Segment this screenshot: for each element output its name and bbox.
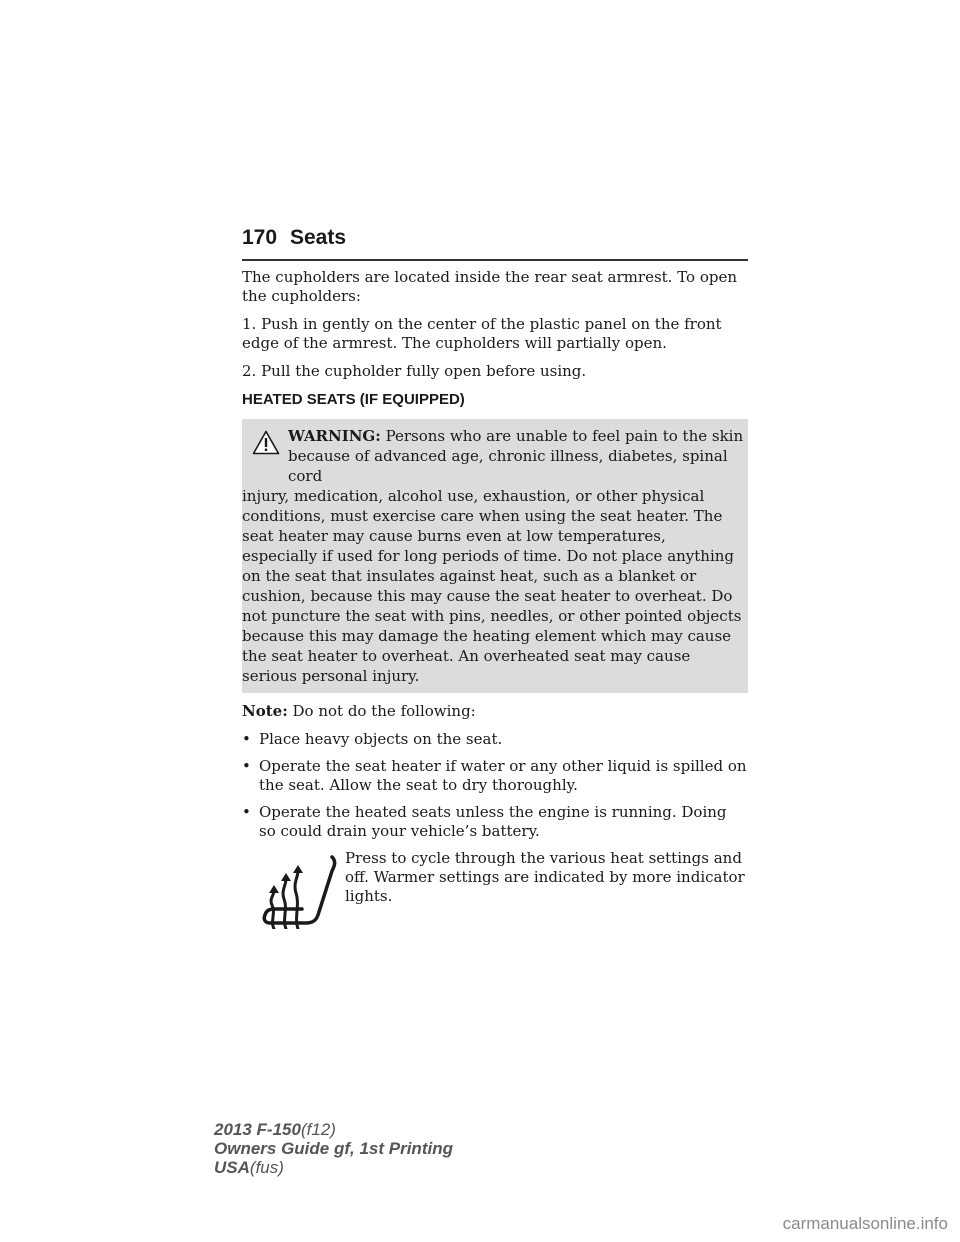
step-2: 2. Pull the cupholder fully open before using.: [242, 362, 587, 380]
page-header: [242, 226, 748, 262]
header-divider: [242, 259, 748, 261]
heated-seat-icon: [252, 851, 338, 929]
warning-line-1: Persons who are unable to feel pain to the skin: [385, 427, 744, 445]
footer-line-1: [214, 1120, 453, 1139]
note-label: Note:: [242, 702, 288, 720]
warning-intro: [242, 426, 744, 486]
list-item-text: Operate the seat heater if water or any other liquid is spilled on the seat. Allow the seat to dry thoroughly.: [259, 757, 747, 794]
footer-region-code: (fus): [249, 1158, 284, 1177]
warning-body: injury, medication, alcohol use, exhaustion, or other physical conditions, must exercise care when using the seat heater. The seat heater may cause burns even at low temperatures, especially if used for long periods of time. Do not place anything on the seat that insulates against heat, such as a blanket or cushion, because this may cause the seat heater to overheat. Do not puncture the seat with pins, needles, or other pointed objects because this may damage the heating element which may cause the seat heater to overheat. An overheated seat may cause serious personal injury.: [242, 487, 742, 685]
footer-line-3: [214, 1158, 453, 1177]
note: [242, 702, 748, 721]
note-text: Do not do the following:: [292, 702, 476, 720]
page-content: [242, 268, 748, 929]
intro-paragraph: The cupholders are located inside the rear seat armrest. To open the cupholders:: [242, 268, 738, 305]
seat-heater-description: Press to cycle through the various heat settings and off. Warmer settings are indicated by more indicator lights.: [345, 849, 745, 905]
watermark: carmanualsonline.info: [782, 1214, 948, 1233]
list-item: [242, 803, 748, 841]
warning-label: WARNING:: [288, 427, 381, 445]
warning-line-2: because of advanced age, chronic illness, diabetes, spinal cord: [288, 447, 728, 485]
page-number: 170: [242, 226, 278, 249]
footer-region: USA: [214, 1158, 250, 1177]
footer-model-code: (f12): [300, 1120, 336, 1139]
footer-model: 2013 F-150: [214, 1120, 301, 1139]
list-item-text: Place heavy objects on the seat.: [259, 730, 503, 748]
step-1: 1. Push in gently on the center of the plastic panel on the front edge of the armrest. The cupholders will partially open.: [242, 315, 722, 352]
list-item-text: Operate the heated seats unless the engine is running. Doing so could drain your vehicle’s battery.: [259, 803, 727, 840]
warning-triangle-icon: [252, 430, 280, 455]
bullet-glyph: •: [242, 803, 251, 821]
list-item: [242, 730, 748, 749]
seat-heater-row: [242, 849, 748, 929]
list-item: [242, 757, 748, 795]
bullet-list: [242, 730, 748, 841]
bullet-glyph: •: [242, 757, 251, 775]
page-footer: [214, 1120, 453, 1177]
section-title: Seats: [290, 226, 347, 249]
footer-guide: Owners Guide gf, 1st Printing: [214, 1139, 453, 1158]
bullet-glyph: •: [242, 730, 251, 748]
warning-box: [242, 419, 748, 693]
section-heading: HEATED SEATS (IF EQUIPPED): [242, 391, 465, 408]
